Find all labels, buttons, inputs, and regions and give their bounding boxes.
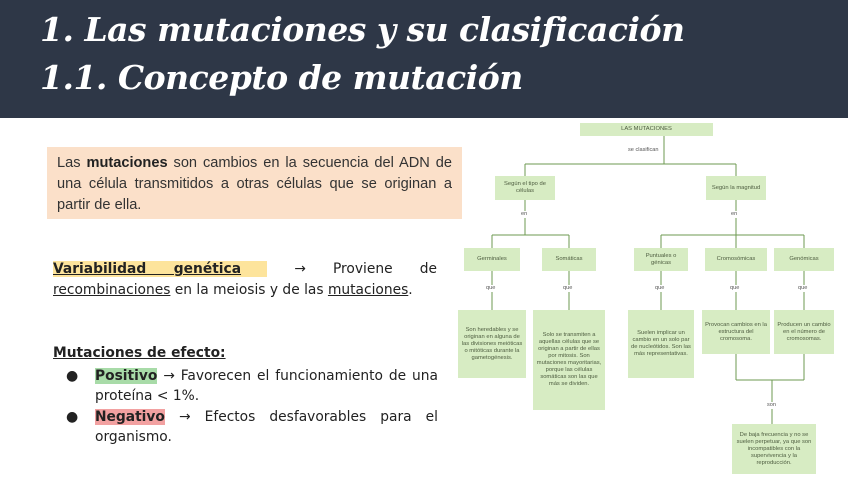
node-desc-cromosomicas: Provocan cambios en la estructura del cromosoma. xyxy=(702,310,770,354)
node-desc-germinales: Son heredables y se originan en alguna de las divisiones meióticas o mitóticas durante la gametogénesis. xyxy=(458,310,526,378)
efecto-list xyxy=(66,366,438,447)
bullet-icon: ● xyxy=(66,409,79,425)
node-desc-final: De baja frecuencia y no se suelen perpetuar, ya que son incompatibles con la supervivencia y la reproducción. xyxy=(732,424,816,474)
node-genomicas: Genómicas xyxy=(774,248,834,271)
definition-prefix: Las xyxy=(57,155,87,171)
title-line-1: 1. Las mutaciones y su clasificación xyxy=(40,10,685,49)
node-desc-puntuales: Suelen implicar un cambio en un solo par de nucleótidos. Son las más representativas. xyxy=(628,310,694,378)
efecto-item-negativo xyxy=(66,407,438,447)
connector-que-puntuales: que xyxy=(655,285,665,291)
header-banner xyxy=(0,0,848,118)
connector-se-clasifican: se clasifican xyxy=(628,147,659,153)
connector-que-somaticas: que xyxy=(563,285,573,291)
connector-que-genomicas: que xyxy=(798,285,808,291)
node-las-mutaciones: LAS MUTACIONES xyxy=(580,123,713,136)
mutations-concept-map xyxy=(450,118,848,477)
definition-box xyxy=(47,147,462,219)
mutaciones-text: mutaciones xyxy=(327,282,409,298)
variability-arrow-text: → Proviene de xyxy=(267,261,437,277)
connector-son: son xyxy=(767,402,777,408)
variability-paragraph xyxy=(53,259,437,301)
definition-text: son cambios en la secuencia del ADN de una célula transmitidos a otras células que se originan a partir de ella. xyxy=(57,155,452,213)
recombinaciones-text: recombinaciones xyxy=(53,282,171,298)
connector-en-left: en xyxy=(521,211,528,217)
negativo-text: → Efectos desfavorables para el organismo. xyxy=(95,409,438,445)
node-germinales: Germinales xyxy=(464,248,520,271)
node-desc-somaticas: Solo se transmiten a aquellas células que se originan a partir de ellas por mitosis. Son mutaciones mayoritarias, porque las células somáticas son las que más se dividen. xyxy=(533,310,605,410)
bullet-icon: ● xyxy=(66,368,79,384)
variability-end: . xyxy=(408,282,413,298)
node-somaticas: Somáticas xyxy=(542,248,596,271)
negativo-term: Negativo xyxy=(95,409,165,425)
definition-term: mutaciones xyxy=(86,155,168,171)
positivo-term: Positivo xyxy=(95,368,158,384)
connector-en-right: en xyxy=(731,211,738,217)
connector-que-cromosomicas: que xyxy=(730,285,740,291)
variability-middle: en la meiosis y de las xyxy=(170,282,328,298)
node-segun-magnitud: Según la magnitud xyxy=(706,176,766,200)
node-cromosomicas: Cromosómicas xyxy=(705,248,767,271)
positivo-text: → Favorecen el funcionamiento de una proteína < 1%. xyxy=(95,368,438,404)
node-puntuales: Puntuales o génicas xyxy=(634,248,688,271)
efecto-title: Mutaciones de efecto: xyxy=(53,345,226,361)
variability-term: Variabilidad genética xyxy=(53,261,267,277)
connector-que-germinales: que xyxy=(486,285,496,291)
title-line-2: 1.1. Concepto de mutación xyxy=(40,58,523,97)
node-segun-tipo-celulas: Según el tipo de células xyxy=(495,176,555,200)
node-desc-genomicas: Producen un cambio en el número de cromosomas. xyxy=(774,310,834,354)
efecto-item-positivo xyxy=(66,366,438,406)
